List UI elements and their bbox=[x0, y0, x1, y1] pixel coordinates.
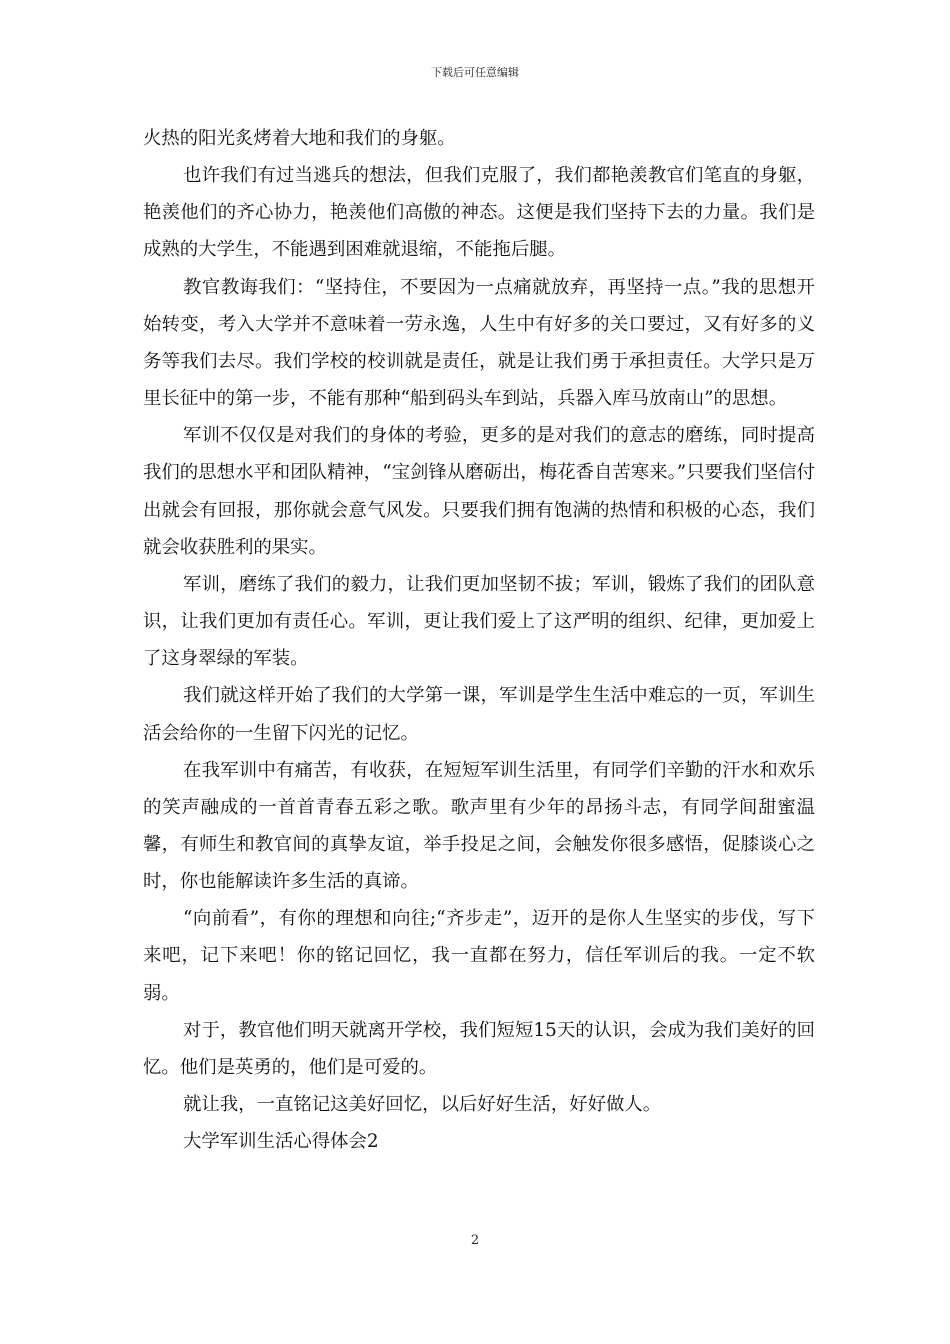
section-heading: 大学军训生活心得体会2 bbox=[183, 1131, 379, 1153]
paragraph: 军训，磨练了我们的毅力，让我们更加坚韧不拔；军训，锻炼了我们的团队意识，让我们更加有责任心。军训，更让我们爱上了这严明的组织、纪律，更加爱上了这身翠绿的军装。 bbox=[143, 573, 815, 670]
paragraph: 火热的阳光炙烤着大地和我们的身躯。 bbox=[143, 128, 456, 149]
document-body bbox=[143, 120, 815, 1160]
paragraph: 对于，教官他们明天就离开学校，我们短短15天的认识，会成为我们美好的回忆。他们是英勇的，他们是可爱的。 bbox=[143, 1019, 815, 1078]
paragraph: 教官教诲我们：“坚持住，不要因为一点痛就放弃，再坚持一点。”我的思想开始转变，考入大学并不意味着一劳永逸，人生中有好多的关口要过，又有好多的义务等我们去尽。我们学校的校训就是责任，就是让我们勇于承担责任。大学只是万里长征中的第一步，不能有那种“船到码头车到站，兵器入库马放南山”的思想。 bbox=[143, 276, 815, 410]
paragraph: 就让我，一直铭记这美好回忆，以后好好生活，好好做人。 bbox=[183, 1094, 662, 1116]
paragraph: 军训不仅仅是对我们的身体的考验，更多的是对我们的意志的磨练，同时提高我们的思想水平和团队精神，“宝剑锋从磨砺出，梅花香自苦寒来。”只要我们坚信付出就会有回报，那你就会意气风发。只要我们拥有饱满的热情和积极的心态，我们就会收获胜利的果实。 bbox=[143, 425, 815, 558]
paragraph: 我们就这样开始了我们的大学第一课，军训是学生生活中难忘的一页，军训生活会给你的一生留下闪光的记忆。 bbox=[143, 685, 815, 744]
paragraph: “向前看”，有你的理想和向往;“齐步走”，迈开的是你人生坚实的步伐，写下来吧，记下来吧！你的铭记回忆，我一直都在努力，信任军训后的我。一定不软弱。 bbox=[143, 908, 815, 1004]
paragraph: 也许我们有过当逃兵的想法，但我们克服了，我们都艳羡教官们笔直的身躯，艳羡他们的齐心协力，艳羡他们高傲的神态。这便是我们坚持下去的力量。我们是成熟的大学生，不能遇到困难就退缩，不能拖后腿。 bbox=[143, 165, 815, 261]
page-header: 下载后可任意编辑 bbox=[431, 66, 519, 79]
page-number: 2 bbox=[470, 1233, 480, 1248]
paragraph: 在我军训中有痛苦，有收获，在短短军训生活里，有同学们辛勤的汗水和欢乐的笑声融成的一首首青春五彩之歌。歌声里有少年的昂扬斗志，有同学间甜蜜温馨，有师生和教官间的真挚友谊，举手投足之间，会触发你很多感悟，促膝谈心之时，你也能解读许多生活的真谛。 bbox=[143, 759, 815, 893]
